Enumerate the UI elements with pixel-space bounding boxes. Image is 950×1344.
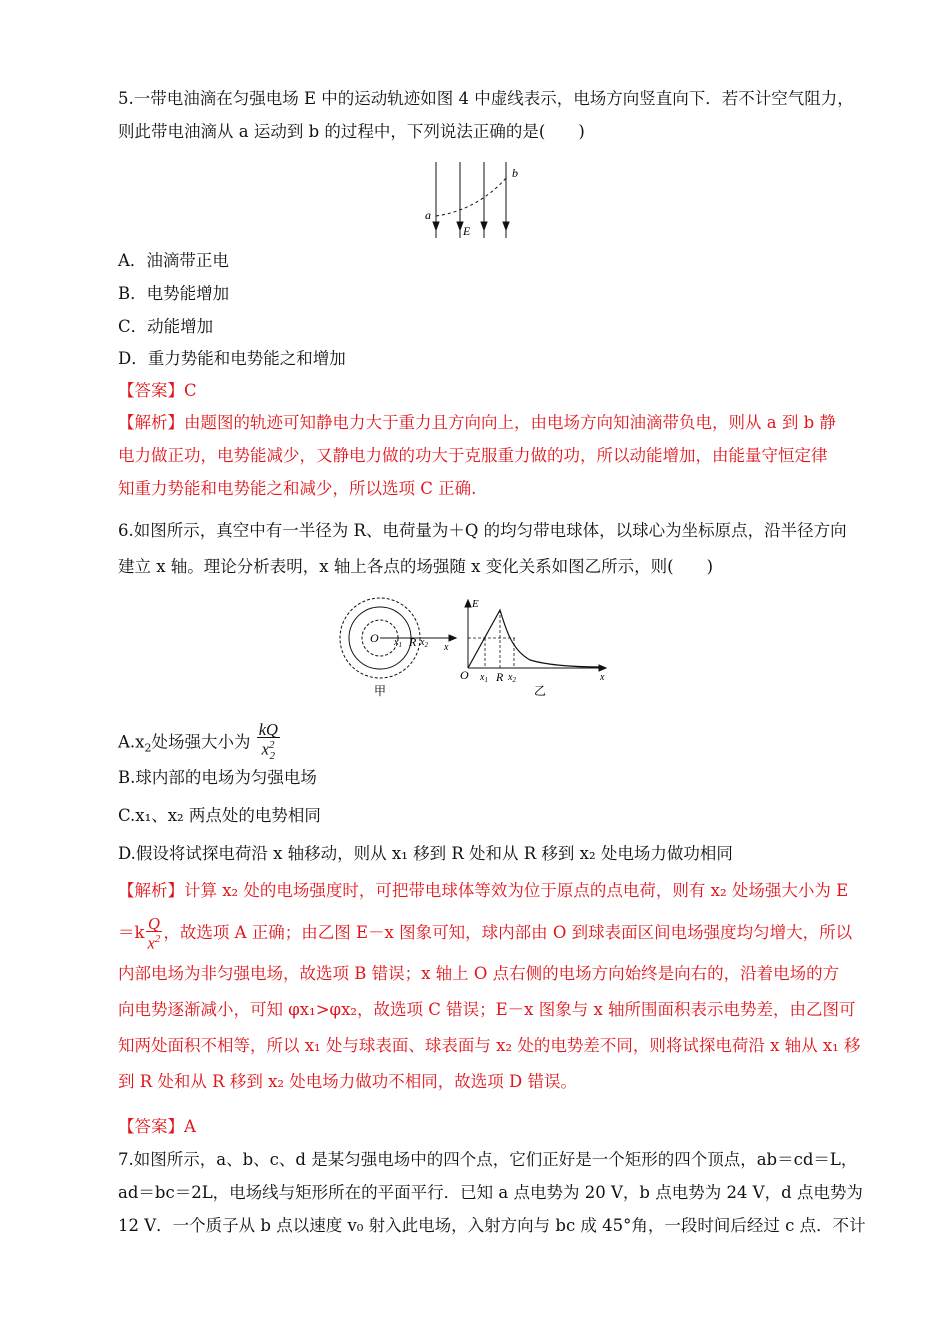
e-x-graph <box>465 600 606 671</box>
q5-stem-line-2: 则此带电油滴从 a 运动到 b 的过程中，下列说法正确的是( ) <box>118 122 585 141</box>
q5-analysis-line-1 <box>118 411 836 435</box>
q6-analysis-line-3: 内部电场为非匀强电场，故选项 B 错误；x 轴上 O 点右侧的电场方向始终是向右的，沿着电场的方 <box>118 964 840 983</box>
q5-figure <box>418 158 528 244</box>
q6-option-a: $A.x_2$处场强大小为 $\frac{kQ}{x^2_2}$ <box>118 720 278 762</box>
q5-stem-line-1: 5.一带电油滴在匀强电场 E 中的运动轨迹如图 4 中虚线表示，电场方向竖直向下．若不计空气阻力， <box>118 89 854 108</box>
q7-stem-line-1: 7.如图所示，a、b、c、d 是某匀强电场中的四个点，它们正好是一个矩形的四个顶点，ab＝cd＝L， <box>118 1150 858 1169</box>
q6-analysis-line-4: 向电势逐渐减小，可知 φx₁>φx₂，故选项 C 错误；E－x 图象与 x 轴所围面积表示电势差，由乙图可 <box>118 1000 856 1019</box>
oil-drop-trajectory <box>436 176 508 216</box>
q6-answer <box>118 1115 196 1139</box>
label-x2-yi: $x_2$ <box>508 672 516 684</box>
q6-stem-line-1: 6.如图所示，真空中有一半径为 R、电荷量为＋Q 的均匀带电球体，以球心为坐标原点，沿半径方向 <box>118 521 847 540</box>
q5-analysis-line-3: 知重力势能和电势能之和减少，所以选项 C 正确. <box>118 479 477 498</box>
label-O-yi: O <box>460 668 469 682</box>
answer-value: A <box>184 1117 196 1136</box>
label-a: a <box>425 208 431 222</box>
label-x1-jia: $x_1$ <box>394 637 402 649</box>
fraction-kq-over-x2: $\frac{kQ}{x^2_2}$ <box>258 720 278 762</box>
answer-tag: 【答案】 <box>118 381 184 400</box>
q5-analysis-line-2: 电力做正功，电势能减少，又静电力做的功大于克服重力做的功，所以动能增加，由能量守恒定律 <box>118 446 828 465</box>
q5-answer <box>118 379 197 403</box>
analysis-tag: 【解析】 <box>118 413 184 432</box>
q6-analysis-line-5: 知两处面积不相等，所以 x₁ 处与球表面、球表面与 x₂ 处的电势差不同，则将试探电荷沿 x 轴从 x₁ 移 <box>118 1036 861 1055</box>
label-O-jia: O <box>370 631 379 645</box>
q5-option-b: B．电势能增加 <box>118 284 230 303</box>
analysis-text: 由题图的轨迹可知静电力大于重力且方向向上，由电场方向知油滴带负电，则从 a 到 b 静 <box>184 413 836 432</box>
label-E: E <box>463 224 471 238</box>
label-R-jia: R <box>409 635 417 649</box>
answer-value: C <box>184 381 197 400</box>
label-jia: 甲 <box>374 684 387 698</box>
q5-option-d: D．重力势能和电势能之和增加 <box>118 349 346 368</box>
q5-option-c: C．动能增加 <box>118 317 214 336</box>
q6-figure <box>330 590 620 700</box>
q6-analysis-line-6: 到 R 处和从 R 移到 x₂ 处电场力做功不相同，故选项 D 错误。 <box>118 1072 577 1091</box>
q6-stem-line-2: 建立 x 轴。理论分析表明，x 轴上各点的场强随 x 变化关系如图乙所示，则( ) <box>118 557 714 576</box>
label-x1-yi: $x_1$ <box>480 672 488 684</box>
e-x-curve <box>468 610 602 668</box>
label-b: b <box>512 166 518 180</box>
q5-option-a: A．油滴带正电 <box>118 251 229 270</box>
q6-option-d: D.假设将试探电荷沿 x 轴移动，则从 x₁ 移到 R 处和从 R 移到 x₂ 处电场力做功相同 <box>118 844 733 863</box>
q6-analysis-line-2: ＝k $\frac{Q}{x^2}$ ，故选项 A 正确；由乙图 E－x 图象可知，球内部由 O 到球表面区间电场强度均匀增大，所以 <box>118 914 853 953</box>
label-x-yi: x <box>600 672 605 683</box>
analysis-tag: 【解析】 <box>118 881 184 900</box>
label-R-yi: R <box>496 670 504 684</box>
fraction-q-over-x2: $\frac{Q}{x^2}$ <box>147 914 161 953</box>
q7-stem-line-3: 12 V．一个质子从 b 点以速度 v₀ 射入此电场，入射方向与 bc 成 45°角，一段时间后经过 c 点．不计 <box>118 1216 866 1235</box>
q6-analysis-line-1: 【解析】计算 x₂ 处的电场强度时，可把带电球体等效为位于原点的点电荷，则有 x₂ 处场强大小为 E <box>118 881 849 900</box>
answer-tag: 【答案】 <box>118 1117 184 1136</box>
q6-option-b: B.球内部的电场为匀强电场 <box>118 768 317 787</box>
label-x2-jia: $x_2$ <box>420 637 428 649</box>
label-E-yi: E <box>472 598 479 610</box>
q7-stem-line-2: ad＝bc＝2L，电场线与矩形所在的平面平行．已知 a 点电势为 20 V，b 点电势为 24 V，d 点电势为 <box>118 1183 863 1202</box>
q6-option-c: C.x₁、x₂ 两点处的电势相同 <box>118 806 321 825</box>
label-x-jia: x <box>444 642 449 653</box>
label-yi: 乙 <box>534 684 547 698</box>
